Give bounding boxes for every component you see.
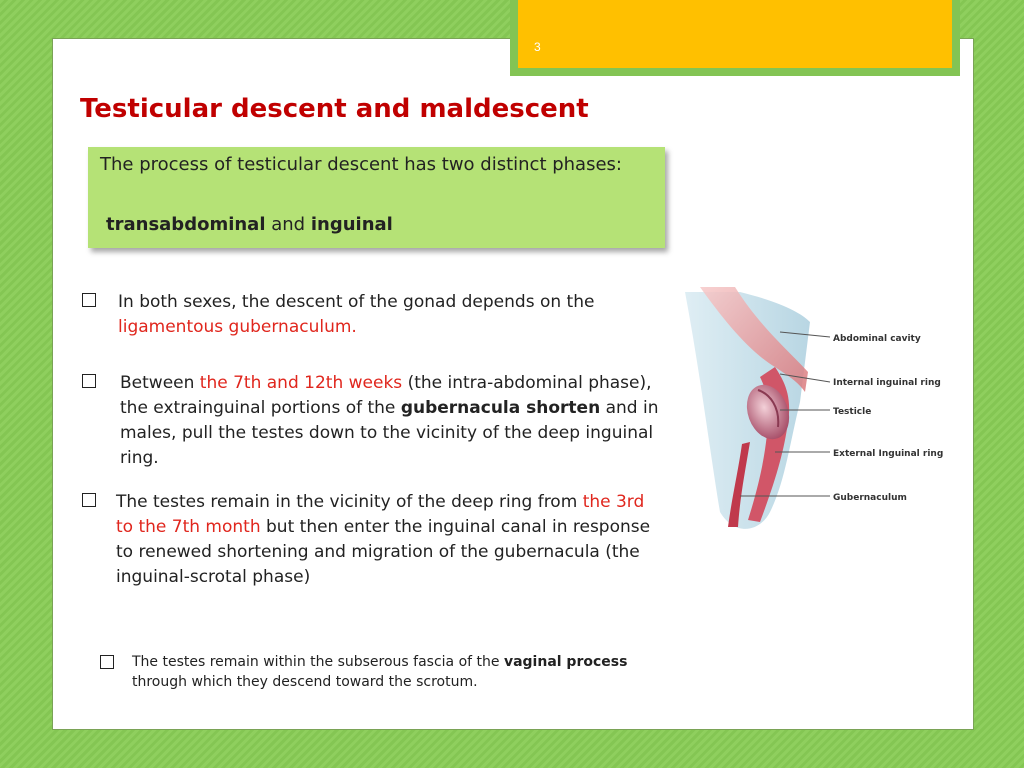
- label-abdominal-cavity: Abdominal cavity: [833, 334, 921, 344]
- label-external-inguinal-ring: External Inguinal ring: [833, 449, 944, 459]
- label-internal-inguinal-ring: Internal inguinal ring: [833, 378, 941, 388]
- bullet-text: The testes remain in the vicinity of the deep ring from the 3rd to the 7th month but then enter the inguinal canal in response to renewed shortening and migration of the gubernacula (the inguinal-scrotal phase): [116, 492, 651, 587]
- bullet-item: [82, 490, 672, 625]
- checkbox-bullet-icon: [82, 293, 97, 308]
- checkbox-bullet-icon: [82, 493, 97, 508]
- bullet-text: The testes remain within the subserous fascia of the vaginal process through which they descend toward the scrotum.: [132, 654, 628, 690]
- slide-title: Testicular descent and maldescent: [80, 94, 589, 124]
- bullet-text: In both sexes, the descent of the gonad depends on the ligamentous gubernaculum.: [118, 292, 595, 337]
- phase-and: and: [271, 214, 306, 235]
- checkbox-bullet-icon: [82, 374, 97, 389]
- bullet-text: Between the 7th and 12th weeks (the intra-abdominal phase), the extrainguinal portions of the gubernacula shorten and in males, pull the testes down to the vicinity of the deep inguinal ring.: [120, 373, 659, 468]
- page-number: 3: [534, 40, 541, 54]
- intro-phases: [106, 214, 393, 235]
- intro-text: The process of testicular descent has two distinct phases:: [100, 154, 622, 175]
- checkbox-bullet-icon: [100, 655, 115, 670]
- phase-transabdominal: transabdominal: [106, 214, 266, 235]
- bullet-item: [82, 290, 672, 350]
- label-testicle: Testicle: [833, 407, 872, 417]
- anatomy-illustration: [680, 282, 970, 542]
- bullet-item: [82, 371, 672, 476]
- anatomy-diagram: [680, 282, 970, 542]
- intro-callout: [88, 147, 665, 248]
- page-number-tab: [510, 0, 960, 76]
- label-gubernaculum: Gubernaculum: [833, 493, 907, 503]
- bullet-item: [100, 652, 660, 722]
- phase-inguinal: inguinal: [310, 214, 393, 235]
